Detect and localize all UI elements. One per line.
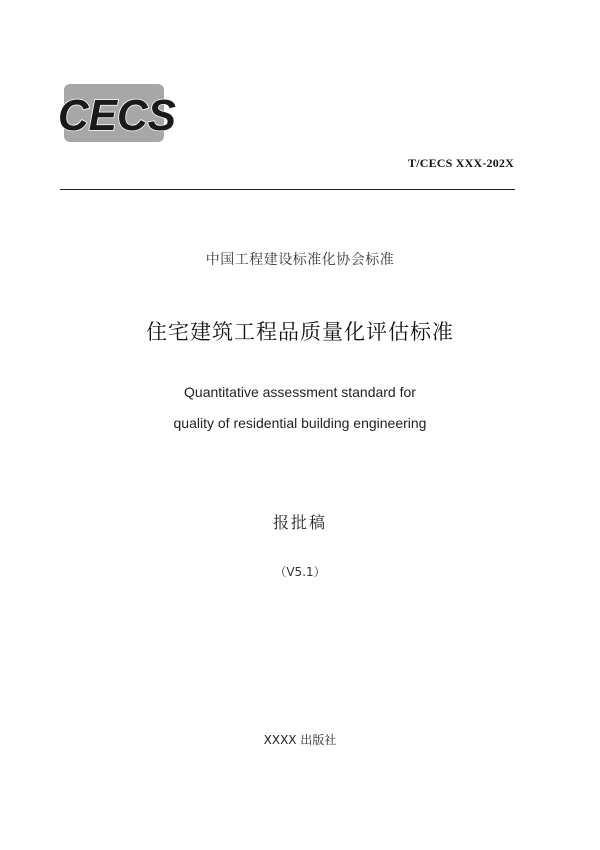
- draft-stage: 报批稿: [272, 513, 327, 532]
- title-english-line-1: Quantitative assessment standard for: [184, 384, 416, 400]
- header-divider: [60, 189, 515, 190]
- publisher-name: XXXX 出版社: [263, 733, 337, 747]
- cecs-logo-graphic: [56, 82, 178, 144]
- logo-letters: CECS: [58, 91, 176, 140]
- title-chinese: 住宅建筑工程品质量化评估标准: [146, 320, 454, 344]
- version-label: （V5.1）: [274, 565, 326, 579]
- standard-code: T/CECS XXX-202X: [407, 156, 514, 170]
- title-english-line-2: quality of residential building engineering: [173, 415, 427, 431]
- association-name: 中国工程建设标准化协会标准: [205, 252, 395, 268]
- cecs-logo: [56, 82, 178, 144]
